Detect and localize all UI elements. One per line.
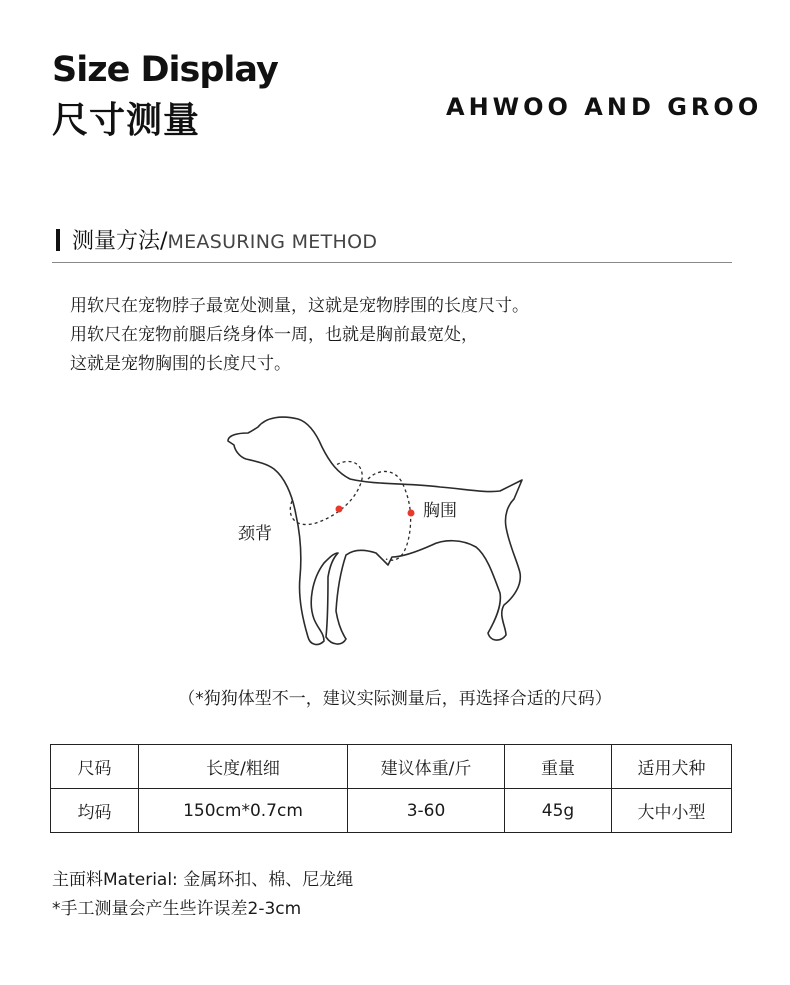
table-cell: 150cm*0.7cm bbox=[139, 789, 348, 833]
section-header bbox=[52, 226, 732, 263]
instruction-line: 这就是宠物胸围的长度尺寸。 bbox=[70, 354, 291, 374]
table-header-row bbox=[51, 745, 732, 789]
section-bar-marker bbox=[56, 229, 60, 251]
sizing-note: （*狗狗体型不一，建议实际测量后，再选择合适的尺码） bbox=[178, 689, 612, 709]
title-english: Size Display bbox=[52, 50, 278, 90]
table-cell: 大中小型 bbox=[612, 789, 732, 833]
table-cell: 3-60 bbox=[348, 789, 505, 833]
table-header-cell: 建议体重/斤 bbox=[348, 745, 505, 789]
table-header-cell: 长度/粗细 bbox=[139, 745, 348, 789]
table-header-cell: 适用犬种 bbox=[612, 745, 732, 789]
section-title bbox=[72, 224, 377, 255]
instruction-line: 用软尺在宠物脖子最宽处测量，这就是宠物脖围的长度尺寸。 bbox=[70, 296, 529, 316]
section-title-separator: / bbox=[160, 229, 168, 254]
table-header-cell: 尺码 bbox=[51, 745, 139, 789]
table-cell: 均码 bbox=[51, 789, 139, 833]
dog-measurement-diagram bbox=[200, 405, 540, 655]
chest-marker-dot bbox=[408, 510, 415, 517]
table-row bbox=[51, 789, 732, 833]
brand-logo: AHWOO AND GROO bbox=[446, 93, 763, 121]
dog-silhouette bbox=[228, 417, 522, 644]
chest-label: 胸围 bbox=[423, 501, 457, 521]
footer-notes bbox=[52, 866, 353, 924]
neck-measure-line bbox=[290, 461, 362, 524]
title-chinese: 尺寸测量 bbox=[52, 100, 201, 141]
table-cell: 45g bbox=[505, 789, 612, 833]
error-note: *手工测量会产生些许误差2-3cm bbox=[52, 899, 302, 919]
instruction-text bbox=[70, 292, 529, 379]
neck-label: 颈背 bbox=[238, 524, 272, 544]
instruction-line: 用软尺在宠物前腿后绕身体一周，也就是胸前最宽处， bbox=[70, 325, 478, 345]
neck-marker-dot bbox=[336, 506, 343, 513]
section-title-english: MEASURING METHOD bbox=[167, 231, 378, 253]
section-title-chinese: 测量方法 bbox=[72, 229, 161, 254]
size-table bbox=[50, 744, 732, 833]
material-note: 主面料Material: 金属环扣、棉、尼龙绳 bbox=[52, 870, 354, 890]
table-header-cell: 重量 bbox=[505, 745, 612, 789]
